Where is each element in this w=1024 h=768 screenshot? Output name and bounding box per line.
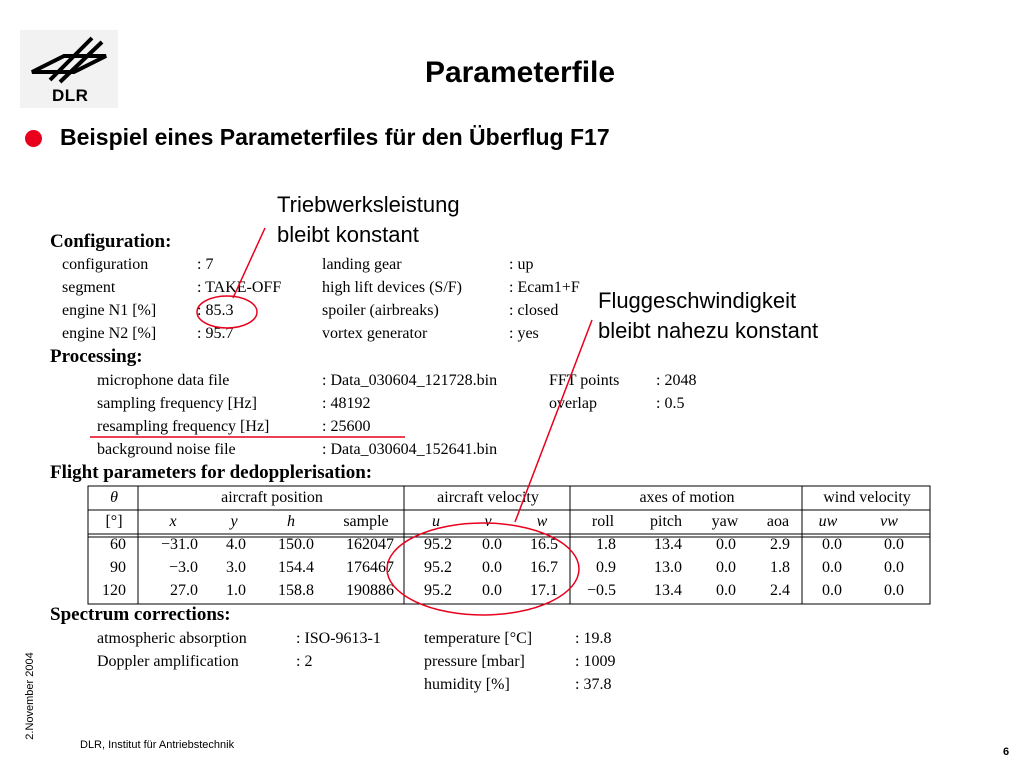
col-header: pitch	[650, 513, 682, 530]
config-value: : 7	[197, 256, 214, 273]
cell-vw: 0.0	[884, 559, 904, 576]
config-value: : 95.7	[197, 325, 234, 342]
cell-theta: 120	[102, 582, 126, 599]
cell-sample: 176467	[346, 559, 394, 576]
engine-n1-circle	[197, 296, 257, 328]
flight-heading: Flight parameters for dedopplerisation:	[50, 462, 373, 483]
config-value: : up	[509, 256, 534, 273]
spectrum-value: : 2	[296, 653, 313, 670]
cell-aoa: 2.4	[770, 582, 790, 599]
cell-h: 150.0	[278, 536, 314, 553]
config-value: : yes	[509, 325, 539, 342]
col-header: u	[432, 513, 440, 530]
cell-vw: 0.0	[884, 582, 904, 599]
col-header: y	[230, 513, 238, 530]
cell-x: 27.0	[170, 582, 198, 599]
engine-pointer-line	[233, 228, 265, 298]
cell-theta: 60	[110, 536, 126, 553]
cell-uw: 0.0	[822, 559, 842, 576]
config-key: configuration	[62, 256, 149, 273]
spectrum-key: pressure [mbar]	[424, 653, 525, 670]
config-key: segment	[62, 279, 116, 296]
config-key: spoiler (airbreaks)	[322, 302, 439, 319]
cell-aoa: 2.9	[770, 536, 790, 553]
cell-y: 1.0	[226, 582, 246, 599]
processing-value: : 0.5	[656, 395, 685, 412]
cell-x: −31.0	[160, 536, 198, 553]
config-key: engine N1 [%]	[62, 302, 157, 319]
spectrum-value: : 1009	[575, 653, 616, 670]
side-date: 2.November 2004	[24, 652, 36, 740]
theta-header: θ	[110, 489, 118, 506]
spectrum-key: atmospheric absorption	[97, 630, 247, 647]
wind-velocity-header: wind velocity	[823, 489, 911, 506]
processing-value: : Data_030604_121728.bin	[322, 372, 498, 389]
processing-heading: Processing:	[50, 346, 143, 367]
spectrum-key: humidity [%]	[424, 676, 510, 693]
cell-v: 0.0	[482, 582, 502, 599]
col-header: h	[287, 513, 295, 530]
col-header: w	[536, 513, 548, 530]
spectrum-value: : ISO-9613-1	[296, 630, 381, 647]
spectrum-heading: Spectrum corrections:	[50, 604, 231, 625]
cell-yaw: 0.0	[716, 559, 736, 576]
red-markup	[90, 228, 592, 615]
spectrum-key: temperature [°C]	[424, 630, 533, 647]
cell-uw: 0.0	[822, 536, 842, 553]
processing-key: resampling frequency [Hz]	[97, 418, 270, 435]
cell-w: 16.5	[530, 536, 558, 553]
cell-y: 4.0	[226, 536, 246, 553]
table-border	[88, 486, 930, 604]
spectrum-key: Doppler amplification	[97, 653, 239, 670]
cell-sample: 190886	[346, 582, 394, 599]
bullet-heading: Beispiel eines Parameterfiles für den Überflug F17	[60, 124, 610, 150]
speed-annotation-line1: Fluggeschwindigkeit	[598, 288, 797, 313]
col-header: yaw	[711, 513, 739, 530]
aircraft-position-header: aircraft position	[221, 489, 323, 506]
processing-value: : Data_030604_152641.bin	[322, 441, 498, 458]
velocity-pointer-line	[515, 320, 592, 522]
processing-key: background noise file	[97, 441, 236, 458]
processing-key: FFT points	[549, 372, 620, 389]
processing-key: sampling frequency [Hz]	[97, 395, 257, 412]
config-key: engine N2 [%]	[62, 325, 157, 342]
cell-u: 95.2	[424, 582, 452, 599]
page-number: 6	[1003, 746, 1010, 758]
cell-roll: −0.5	[586, 582, 616, 599]
cell-w: 16.7	[530, 559, 558, 576]
cell-v: 0.0	[482, 559, 502, 576]
flight-table-grid	[88, 486, 930, 604]
axes-of-motion-header: axes of motion	[639, 489, 735, 506]
spectrum-value: : 19.8	[575, 630, 612, 647]
processing-value: : 25600	[322, 418, 371, 435]
cell-h: 154.4	[278, 559, 314, 576]
engine-annotation-line1: Triebwerksleistung	[277, 192, 460, 217]
cell-vw: 0.0	[884, 536, 904, 553]
cell-pitch: 13.0	[654, 559, 682, 576]
col-header: uw	[818, 513, 838, 530]
col-header: aoa	[766, 513, 790, 530]
processing-key: overlap	[549, 395, 597, 412]
col-header: x	[169, 513, 177, 530]
cell-roll: 0.9	[596, 559, 616, 576]
cell-w: 17.1	[530, 582, 558, 599]
speed-annotation-line2: bleibt nahezu konstant	[598, 318, 819, 343]
logo-text: DLR	[52, 86, 89, 105]
config-key: landing gear	[322, 256, 402, 273]
cell-roll: 1.8	[596, 536, 616, 553]
spectrum-value: : 37.8	[575, 676, 612, 693]
config-value: : Ecam1+F	[509, 279, 580, 296]
configuration-heading: Configuration:	[50, 231, 172, 252]
cell-y: 3.0	[226, 559, 246, 576]
cell-theta: 90	[110, 559, 126, 576]
cell-v: 0.0	[482, 536, 502, 553]
cell-yaw: 0.0	[716, 582, 736, 599]
cell-aoa: 1.8	[770, 559, 790, 576]
cell-h: 158.8	[278, 582, 314, 599]
cell-sample: 162047	[346, 536, 394, 553]
page-title: Parameterfile	[424, 56, 616, 89]
cell-uw: 0.0	[822, 582, 842, 599]
cell-yaw: 0.0	[716, 536, 736, 553]
col-header: sample	[343, 513, 389, 530]
config-key: vortex generator	[322, 325, 428, 342]
col-header: v	[484, 513, 492, 530]
engine-annotation-line2: bleibt konstant	[277, 222, 419, 247]
col-header: vw	[880, 513, 898, 530]
cell-pitch: 13.4	[654, 536, 682, 553]
config-key: high lift devices (S/F)	[322, 279, 462, 296]
processing-key: microphone data file	[97, 372, 230, 389]
config-value: : TAKE-OFF	[197, 279, 282, 296]
processing-value: : 2048	[656, 372, 697, 389]
processing-value: : 48192	[322, 395, 371, 412]
cell-pitch: 13.4	[654, 582, 682, 599]
cell-u: 95.2	[424, 536, 452, 553]
col-header: [°]	[105, 513, 123, 530]
config-value: : closed	[509, 302, 559, 319]
cell-u: 95.2	[424, 559, 452, 576]
cell-x: −3.0	[168, 559, 198, 576]
aircraft-velocity-header: aircraft velocity	[437, 489, 539, 506]
config-value: : 85.3	[197, 302, 234, 319]
col-header: roll	[591, 513, 615, 530]
footer-text: DLR, Institut für Antriebstechnik	[80, 739, 235, 751]
